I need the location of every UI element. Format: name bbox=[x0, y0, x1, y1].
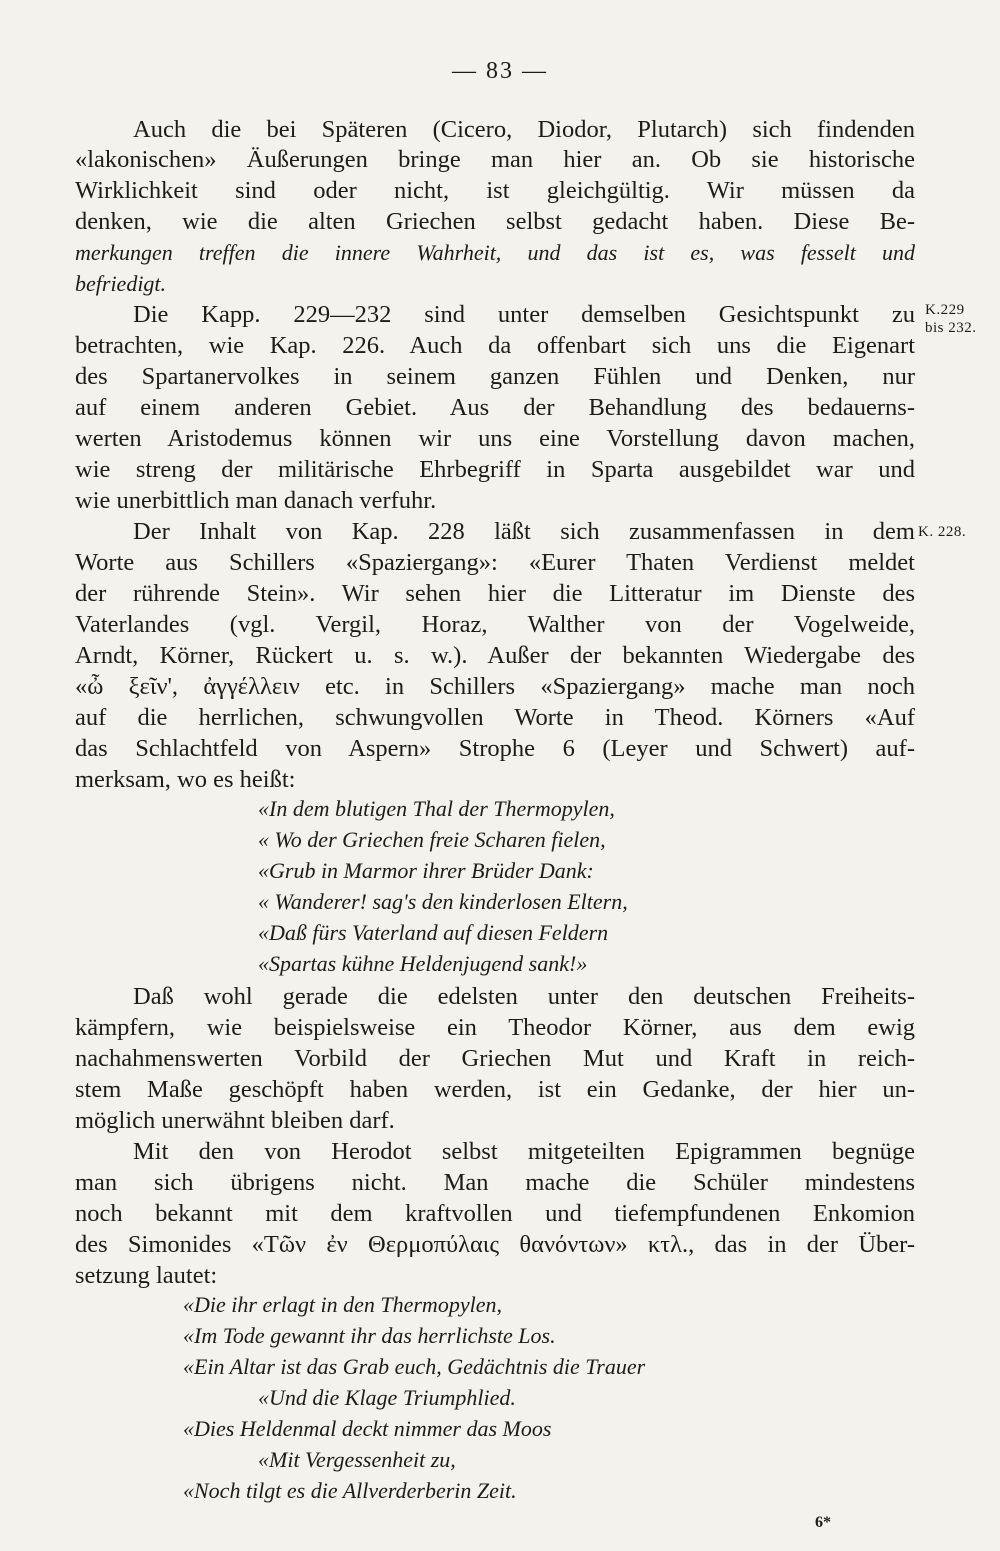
verse-line: « Wo der Griechen freie Scharen fielen, bbox=[258, 827, 606, 852]
text-line: setzung lautet: bbox=[75, 1262, 218, 1289]
text-line: Worte aus Schillers «Spaziergang»: «Eurer Thaten Verdienst meldet bbox=[75, 549, 915, 576]
text-line: noch bekannt mit dem kraftvollen und tiefempfundenen Enkomion bbox=[75, 1200, 915, 1227]
margin-note: K. 228. bbox=[918, 524, 967, 540]
text-line: Daß wohl gerade die edelsten unter den deutschen Freiheits- bbox=[133, 983, 915, 1010]
verse-line: «Noch tilgt es die Allverderberin Zeit. bbox=[183, 1478, 517, 1503]
text-line: betrachten, wie Kap. 226. Auch da offenbart sich uns die Eigenart bbox=[75, 332, 915, 359]
text-line: «lakonischen» Äußerungen bringe man hier an. Ob sie historische bbox=[75, 146, 915, 173]
page-number: — 83 — bbox=[452, 58, 548, 84]
verse-line: «Daß fürs Vaterland auf diesen Feldern bbox=[258, 920, 609, 945]
text-line: Auch die bei Späteren (Cicero, Diodor, Plutarch) sich findenden bbox=[133, 116, 915, 143]
text-line: auf einem anderen Gebiet. Aus der Behandlung des bedauerns- bbox=[75, 394, 915, 421]
verse-line: «Dies Heldenmal deckt nimmer das Moos bbox=[183, 1416, 552, 1441]
text-line: wie unerbittlich man danach verfuhr. bbox=[75, 487, 437, 514]
text-line: Arndt, Körner, Rückert u. s. w.). Außer der bekannten Wiedergabe des bbox=[75, 642, 915, 669]
verse-line: «Spartas kühne Heldenjugend sank!» bbox=[258, 951, 588, 976]
text-line: werten Aristodemus können wir uns eine Vorstellung davon machen, bbox=[75, 425, 915, 452]
verse-line: «Grub in Marmor ihrer Brüder Dank: bbox=[258, 858, 594, 883]
text-line: möglich unerwähnt bleiben darf. bbox=[75, 1107, 395, 1134]
text-line: des Simonides «Τῶν ἐν Θερμοπύλαις θανόντων» κτλ., das in der Über- bbox=[75, 1231, 915, 1258]
signature-mark: 6* bbox=[815, 1514, 831, 1531]
text-line: merkungen treffen die innere Wahrheit, und das ist es, was fesselt und bbox=[75, 240, 915, 265]
text-line: denken, wie die alten Griechen selbst gedacht haben. Diese Be- bbox=[75, 208, 915, 235]
text-line: wie streng der militärische Ehrbegriff in Sparta ausgebildet war und bbox=[75, 456, 915, 483]
text-line: das Schlachtfeld von Aspern» Strophe 6 (Leyer und Schwert) auf- bbox=[75, 735, 915, 762]
text-line: Vaterlandes (vgl. Vergil, Horaz, Walther von der Vogelweide, bbox=[75, 611, 915, 638]
text-line: auf die herrlichen, schwungvollen Worte in Theod. Körners «Auf bbox=[75, 704, 915, 731]
text-line: Der Inhalt von Kap. 228 läßt sich zusammenfassen in dem bbox=[133, 518, 915, 545]
verse-line: «Ein Altar ist das Grab euch, Gedächtnis die Trauer bbox=[183, 1354, 646, 1379]
text-line: befriedigt. bbox=[75, 271, 167, 296]
text-line: Wirklichkeit sind oder nicht, ist gleichgültig. Wir müssen da bbox=[75, 177, 915, 204]
verse-line: «Die ihr erlagt in den Thermopylen, bbox=[183, 1292, 502, 1317]
text-line: Mit den von Herodot selbst mitgeteilten Epigrammen begnüge bbox=[133, 1138, 915, 1165]
text-line: des Spartanervolkes in seinem ganzen Fühlen und Denken, nur bbox=[75, 363, 915, 390]
verse-line: « Wanderer! sag's den kinderlosen Eltern, bbox=[258, 889, 628, 914]
text-line: man sich übrigens nicht. Man mache die Schüler mindestens bbox=[75, 1169, 915, 1196]
verse-line: «Und die Klage Triumphlied. bbox=[258, 1385, 516, 1410]
text-line: stem Maße geschöpft haben werden, ist ein Gedanke, der hier un- bbox=[75, 1076, 915, 1103]
verse-line: «Im Tode gewannt ihr das herrlichste Los. bbox=[183, 1323, 556, 1348]
text-line: nachahmenswerten Vorbild der Griechen Mut und Kraft in reich- bbox=[75, 1045, 915, 1072]
text-line: kämpfern, wie beispielsweise ein Theodor Körner, aus dem ewig bbox=[75, 1014, 915, 1041]
verse-line: «In dem blutigen Thal der Thermopylen, bbox=[258, 796, 615, 821]
text-line: der rührende Stein». Wir sehen hier die Litteratur im Dienste des bbox=[75, 580, 915, 607]
text-line: Die Kapp. 229—232 sind unter demselben Gesichtspunkt zu bbox=[133, 301, 915, 328]
margin-note: K.229 bbox=[925, 302, 965, 318]
margin-note: bis 232. bbox=[925, 320, 977, 336]
verse-line: «Mit Vergessenheit zu, bbox=[258, 1447, 456, 1472]
text-line: «ὦ ξεῖν', ἀγγέλλειν etc. in Schillers «Spaziergang» mache man noch bbox=[75, 673, 915, 700]
text-line: merksam, wo es heißt: bbox=[75, 766, 296, 793]
